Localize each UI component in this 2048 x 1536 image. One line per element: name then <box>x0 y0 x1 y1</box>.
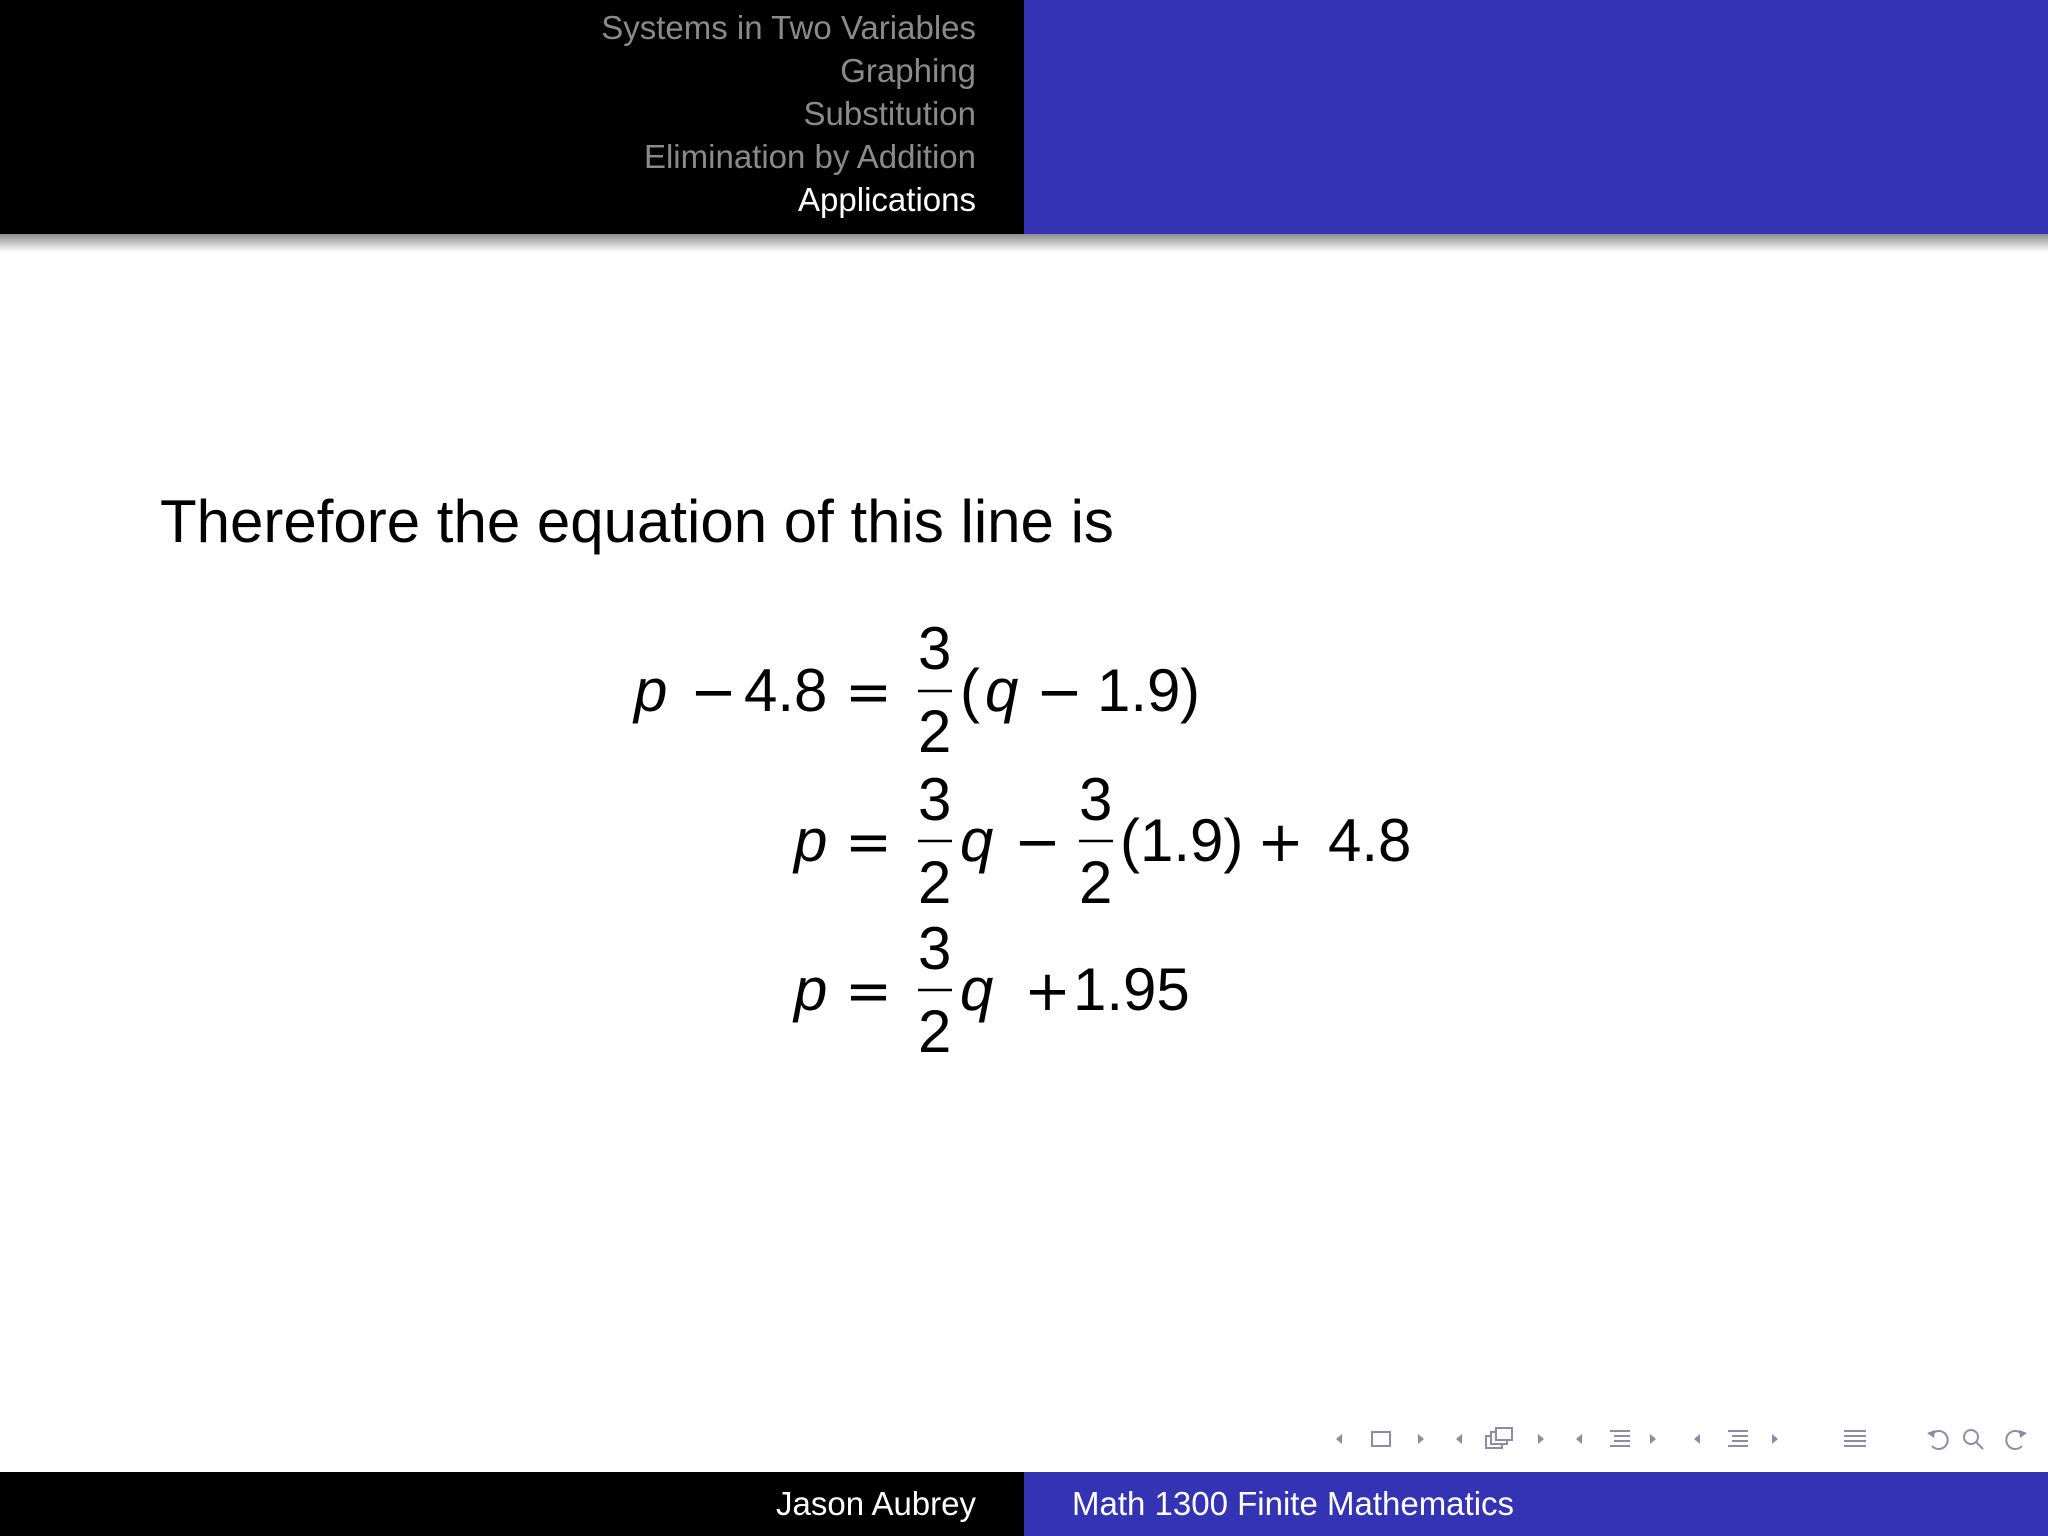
eq3-plus: + <box>1024 959 1071 1024</box>
frame-icon[interactable] <box>1372 1432 1390 1446</box>
eq1-frac-denominator: 2 <box>918 698 952 765</box>
toc-icon[interactable] <box>1844 1431 1866 1446</box>
eq1-lhs-var: p <box>634 657 668 724</box>
eq1-var: q <box>985 657 1019 724</box>
nav-item-substitution[interactable]: Substitution <box>803 95 976 132</box>
history-nav-group <box>1924 1424 2030 1454</box>
eq2-plus: + <box>1257 810 1304 875</box>
subsubsection-nav-group <box>1688 1424 1788 1454</box>
subsection-nav-group <box>1450 1424 1560 1454</box>
eq2-lhs-var: p <box>794 807 828 874</box>
frame-nav-group <box>1330 1424 1430 1454</box>
footer-left-panel <box>0 1472 1024 1536</box>
equation-line-2 <box>792 766 1411 916</box>
eq3-lhs-var: p <box>794 956 828 1023</box>
equation-line-3 <box>792 915 1190 1065</box>
subsection-icon[interactable] <box>1486 1428 1512 1448</box>
search-icon[interactable] <box>1964 1430 1983 1449</box>
nav-item-elimination-by-addition[interactable]: Elimination by Addition <box>643 138 976 175</box>
eq2-frac2-denominator: 2 <box>1079 849 1113 916</box>
eq2-equals: = <box>845 810 892 875</box>
eq3-equals: = <box>845 959 892 1024</box>
subsection-next-icon[interactable] <box>1538 1434 1544 1444</box>
eq1-lhs-minus: − <box>690 660 737 725</box>
eq1-close-paren: ) <box>1180 657 1200 724</box>
eq3-const: 1.95 <box>1073 956 1190 1023</box>
eq2-var: q <box>960 807 994 874</box>
nav-item-graphing[interactable]: Graphing <box>840 52 976 89</box>
subsubsection-next-icon[interactable] <box>1772 1434 1778 1444</box>
eq2-frac1-denominator: 2 <box>918 849 952 916</box>
eq2-frac2-numerator: 3 <box>1079 766 1113 833</box>
section-icon[interactable] <box>1610 1431 1630 1446</box>
intro-text: Therefore the equation of this line is <box>160 488 1114 555</box>
eq2-paren-value: (1.9) <box>1120 807 1244 874</box>
nav-item-applications[interactable]: Applications <box>798 181 976 218</box>
eq3-frac-numerator: 3 <box>918 915 952 982</box>
frame-prev-icon[interactable] <box>1336 1434 1342 1444</box>
eq1-lhs-const: 4.8 <box>744 657 828 724</box>
eq1-minus: − <box>1036 660 1083 725</box>
eq1-open-paren: ( <box>960 657 980 724</box>
footer-author: Jason Aubrey <box>776 1485 976 1522</box>
eq3-var: q <box>960 956 994 1023</box>
section-prev-icon[interactable] <box>1576 1434 1582 1444</box>
toc-nav-group <box>1840 1424 1870 1454</box>
subsection-prev-icon[interactable] <box>1456 1434 1462 1444</box>
eq2-minus: − <box>1014 810 1061 875</box>
back-icon[interactable] <box>1927 1430 1948 1449</box>
eq1-equals: = <box>845 660 892 725</box>
eq1-const: 1.9 <box>1097 657 1181 724</box>
nav-item-systems-in-two-variables[interactable]: Systems in Two Variables <box>601 9 976 46</box>
equation-line-1 <box>632 615 1200 765</box>
eq2-frac1-numerator: 3 <box>918 766 952 833</box>
frame-next-icon[interactable] <box>1418 1434 1424 1444</box>
section-nav-group <box>1570 1424 1670 1454</box>
eq2-const: 4.8 <box>1328 807 1412 874</box>
eq3-frac-denominator: 2 <box>918 998 952 1065</box>
subsubsection-icon[interactable] <box>1728 1431 1748 1446</box>
subsubsection-prev-icon[interactable] <box>1694 1434 1700 1444</box>
footer-right-panel <box>1024 1472 2048 1536</box>
section-next-icon[interactable] <box>1650 1434 1656 1444</box>
footer-course-title: Math 1300 Finite Mathematics <box>1072 1485 1515 1522</box>
eq1-frac-numerator: 3 <box>918 615 952 682</box>
forward-icon[interactable] <box>2006 1430 2027 1449</box>
